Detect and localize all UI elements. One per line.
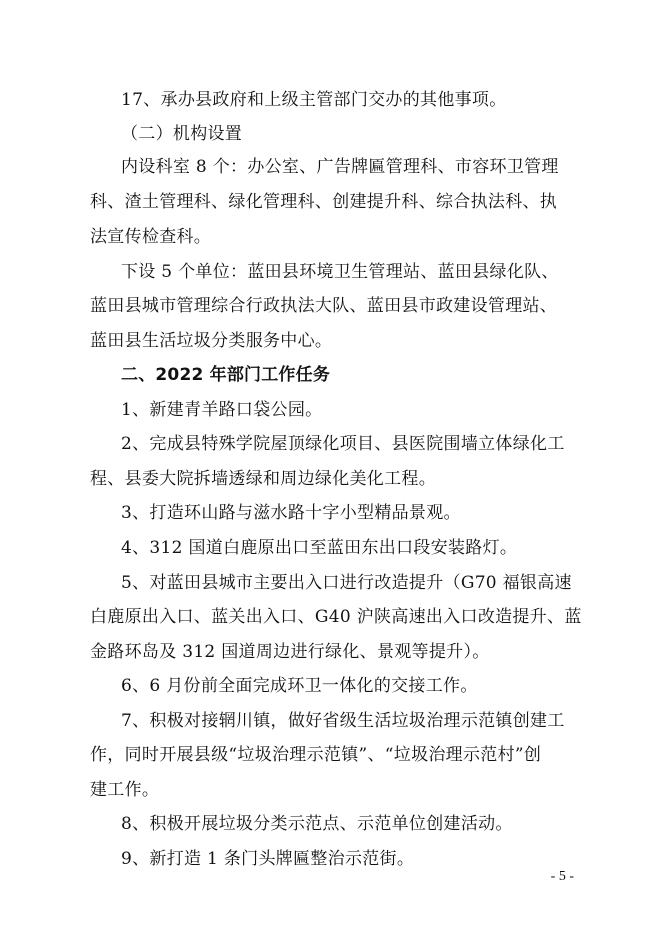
section-heading-org: （二）机构设置 xyxy=(121,124,243,144)
internal-depts-line-1: 内设科室 8 个：办公室、广告牌匾管理科、市容环卫管理 xyxy=(121,157,559,177)
task-7-line-3: 建工作。 xyxy=(90,780,160,800)
item-17-text: 17、承办县政府和上级主管部门交办的其他事项。 xyxy=(121,90,507,110)
task-8-text: 8、积极开展垃圾分类示范点、示范单位创建活动。 xyxy=(121,814,513,834)
task-5-line-1: 5、对蓝田县城市主要出入口进行改造提升（G70 福银高速 xyxy=(121,573,572,593)
task-2-line-1: 2、完成县特殊学院屋顶绿化项目、县医院围墙立体绿化工 xyxy=(121,434,565,454)
section-heading-2022-tasks: 二、2022 年部门工作任务 xyxy=(121,365,331,385)
task-2-line-2: 程、县委大院拆墙透绿和周边绿化美化工程。 xyxy=(90,469,436,489)
subunits-line-1: 下设 5 个单位：蓝田县环境卫生管理站、蓝田县绿化队、 xyxy=(121,262,559,282)
subunits-line-3: 蓝田县生活垃圾分类服务中心。 xyxy=(90,331,333,351)
task-4-text: 4、312 国道白鹿原出口至蓝田东出口段安装路灯。 xyxy=(121,538,518,558)
task-6-text: 6、6 月份前全面完成环卫一体化的交接工作。 xyxy=(121,676,478,696)
task-9-text: 9、新打造 1 条门头牌匾整治示范街。 xyxy=(121,849,415,869)
task-5-line-2: 白鹿原出入口、蓝关出入口、G40 沪陕高速出入口改造提升、蓝 xyxy=(90,607,582,627)
subunits-line-2: 蓝田县城市管理综合行政执法大队、蓝田县市政建设管理站、 xyxy=(90,296,558,316)
page-number: - 5 - xyxy=(550,869,574,884)
task-3-text: 3、打造环山路与滋水路十字小型精品景观。 xyxy=(121,503,461,523)
internal-depts-line-2: 科、渣土管理科、绿化管理科、创建提升科、综合执法科、执 xyxy=(90,192,558,212)
task-1-text: 1、新建青羊路口袋公园。 xyxy=(121,400,323,420)
task-7-line-2: 作，同时开展县级“垃圾治理示范镇”、“垃圾治理示范村”创 xyxy=(90,745,542,765)
task-7-line-1: 7、积极对接辋川镇，做好省级生活垃圾治理示范镇创建工 xyxy=(121,711,565,731)
task-5-line-3: 金路环岛及 312 国道周边进行绿化、景观等提升）。 xyxy=(90,642,490,662)
internal-depts-line-3: 法宣传检查科。 xyxy=(90,227,212,247)
